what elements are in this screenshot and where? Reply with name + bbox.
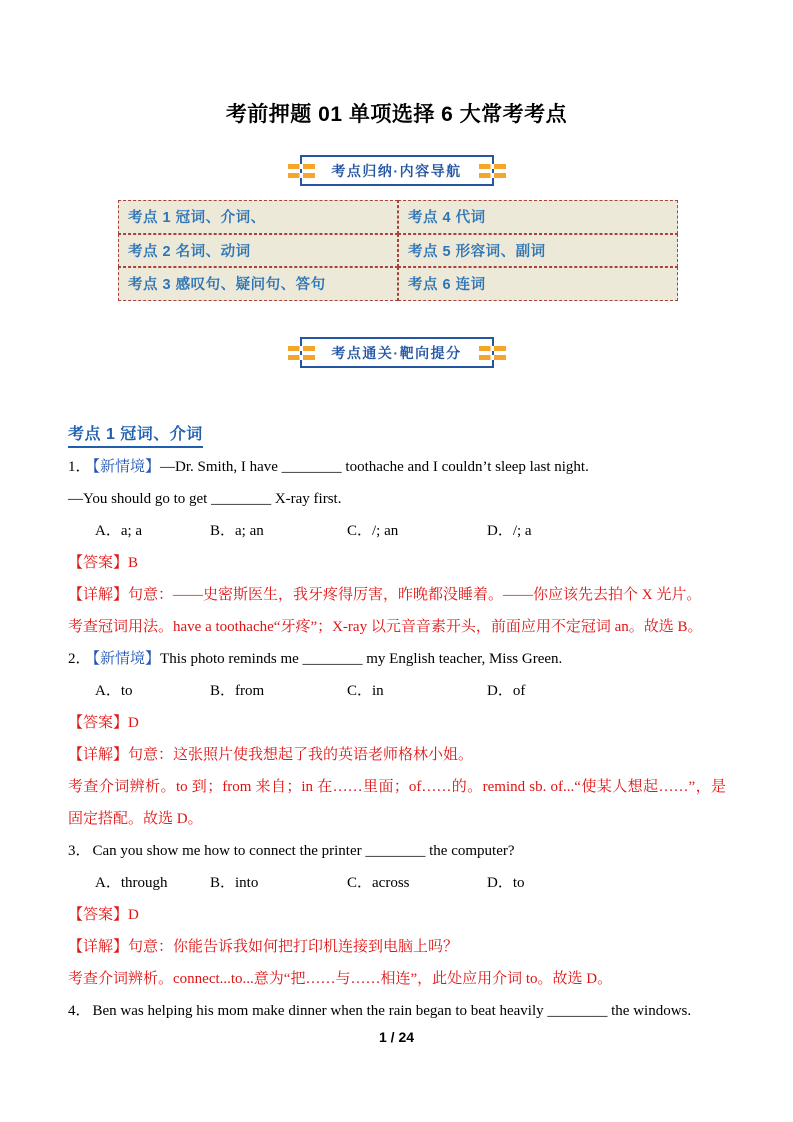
option-c: C．in (347, 683, 384, 699)
question-2-options (68, 675, 726, 707)
question-text: Ben was helping his mom make dinner when the rain began to beat heavily ________ the windows. (92, 1003, 692, 1019)
question-2-analysis-1: 【详解】句意：这张照片使我想起了我的英语老师格林小姐。 (68, 747, 474, 763)
option-c: C．/; an (347, 523, 399, 539)
question-3-options (68, 867, 726, 899)
table-cell-topic-5: 考点 5 形容词、副词 (398, 234, 678, 268)
question-number: 4． (68, 1003, 91, 1019)
page-title: 考前押题 01 单项选择 6 大常考考点 (225, 103, 568, 126)
question-1-options (68, 515, 726, 547)
table-cell-topic-1: 考点 1 冠词、介词、 (118, 200, 398, 234)
question-1-stem-line2: —You should go to get ________ X-ray first. (68, 491, 342, 507)
question-1-analysis-2: 考查冠词用法。have a toothache“牙疼”；X-ray 以元音音素开头，前面应用不定冠词 an。故选 B。 (68, 619, 703, 635)
double-bar-icon (288, 164, 315, 178)
option-b: B．a; an (210, 523, 264, 539)
question-4-stem (68, 995, 726, 1027)
table-cell-topic-4: 考点 4 代词 (398, 200, 678, 234)
main-content (68, 419, 726, 1027)
question-1-stem (68, 451, 726, 483)
question-number: 3． (68, 843, 91, 859)
question-3-stem (68, 835, 726, 867)
question-1-answer: 【答案】B (68, 555, 139, 571)
option-c: C．across (347, 875, 410, 891)
question-2-stem (68, 643, 726, 675)
new-context-tag: 【新情境】 (92, 651, 161, 667)
option-d: D．of (487, 683, 526, 699)
pass-banner (300, 337, 494, 368)
option-d: D．to (487, 875, 525, 891)
section-heading-line (68, 419, 726, 451)
question-3-analysis-1: 【详解】句意：你能告诉我如何把打印机连接到电脑上吗？ (68, 939, 459, 955)
question-text: This photo reminds me ________ my English teacher, Miss Green. (160, 651, 563, 667)
option-b: B．into (210, 875, 259, 891)
question-text: —Dr. Smith, I have ________ toothache and I couldn’t sleep last night. (160, 459, 589, 475)
section-heading: 考点 1 冠词、介词 (68, 424, 203, 448)
question-number: 2． (68, 651, 91, 667)
pass-banner-label: 考点通关·靶向提分 (331, 344, 462, 361)
question-3-answer: 【答案】D (68, 907, 139, 923)
page-number: 1 / 24 (378, 1029, 415, 1045)
option-a: A．through (95, 875, 168, 891)
option-a: A．a; a (95, 523, 143, 539)
new-context-tag: 【新情境】 (92, 459, 161, 475)
nav-banner-label: 考点归纳·内容导航 (331, 162, 462, 179)
table-cell-topic-6: 考点 6 连词 (398, 267, 678, 301)
table-cell-topic-2: 考点 2 名词、动词 (118, 234, 398, 268)
question-2-answer: 【答案】D (68, 715, 139, 731)
double-bar-icon (479, 346, 506, 360)
question-1-analysis-1: 【详解】句意：——史密斯医生，我牙疼得厉害，昨晚都没睡着。——你应该先去拍个 X 光片。 (68, 587, 702, 603)
question-text: Can you show me how to connect the printer ________ the computer? (92, 843, 515, 859)
double-bar-icon (479, 164, 506, 178)
option-a: A．to (95, 683, 133, 699)
topics-table (118, 200, 678, 301)
table-cell-topic-3: 考点 3 感叹句、疑问句、答句 (118, 267, 398, 301)
option-b: B．from (210, 683, 265, 699)
nav-banner (300, 155, 494, 186)
double-bar-icon (288, 346, 315, 360)
option-d: D．/; a (487, 523, 532, 539)
question-number: 1． (68, 459, 91, 475)
question-3-analysis-2: 考查介词辨析。connect...to...意为“把……与……相连”，此处应用介词 to。故选 D。 (68, 971, 613, 987)
question-2-analysis-2: 考查介词辨析。to 到；from 来自；in 在……里面；of……的。remind sb. of...“使某人想起……”，是固定搭配。故选 D。 (68, 779, 726, 827)
